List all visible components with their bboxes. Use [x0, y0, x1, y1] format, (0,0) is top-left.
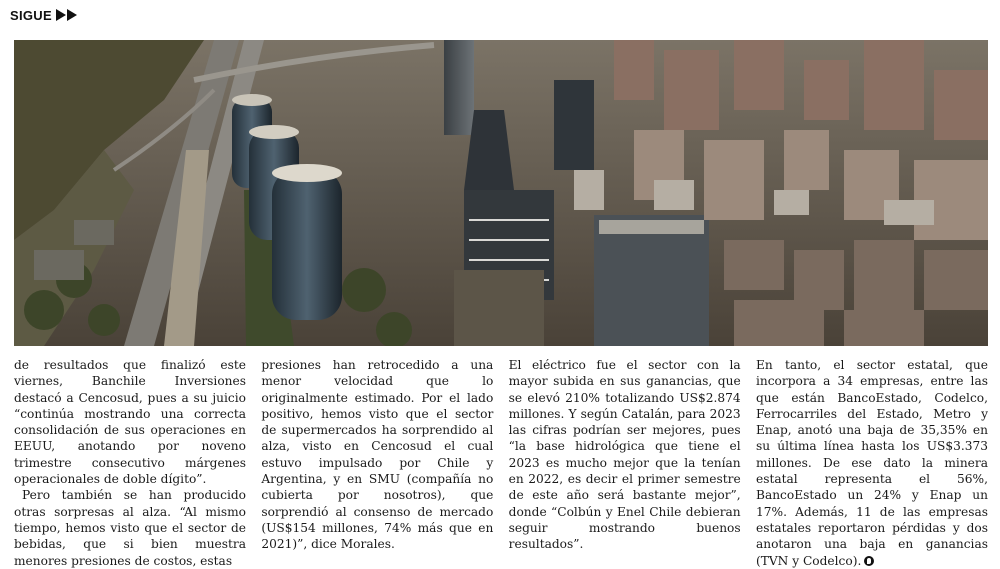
end-of-article-icon — [864, 556, 874, 566]
paragraph: El eléctrico fue el sector con la mayor subida en sus ganancias, que se elevó 210% totalizando US$2.874 millones. Y según Catalán, para 2023 las cifras podrían ser mejores, pues “la base hidrológica que tiene el 2023 es mucho mejor que la tenían en 2022, es decir el primer semestre de este año será bastante mejor”, donde “Colbún y Enel Chile debieran seguir mostrando buenos resultados”. — [508, 358, 741, 552]
double-right-triangle-icon — [56, 9, 78, 21]
article-body — [14, 357, 988, 568]
paragraph: presiones han retrocedido a una menor velocidad que lo originalmente estimado. Por el lado positivo, hemos visto que el sector de supermercados ha sorprendido al alza, visto en Cencosud el cual estuvo impulsado por Chile y Argentina, y en SMU (compañía no cubierta por nosotros), que sorprendió al consenso de mercado (US$154 millones, 74% más que en 2021)”, dice Morales. — [261, 358, 494, 552]
paragraph: de resultados que finalizó este viernes, Banchile Inversiones destacó a Cencosud, pues a su juicio “continúa mostrando una correcta consolidación de sus operaciones en EEUU, anotando por noveno trimestre consecutivo márgenes operacionales de doble dígito”. — [14, 358, 246, 487]
paragraph: Pero también se han producido otras sorpresas al alza. “Al mismo tiempo, hemos visto que el sector de bebidas, que si bien muestra menores presiones de costos, estas — [14, 488, 246, 568]
section-label: SIGUE — [10, 7, 52, 23]
article-column-1 — [14, 357, 246, 568]
aerial-city-photo — [14, 40, 988, 346]
article-column-2 — [261, 357, 494, 552]
section-header — [10, 6, 78, 24]
article-column-3 — [508, 357, 741, 552]
paragraph-with-end — [756, 357, 988, 569]
paragraph: En tanto, el sector estatal, que incorpora a 34 empresas, entre las que están BancoEstado, Codelco, Ferrocarriles del Estado, Metro y Enap, anotó una baja de 35,35% en su última línea hasta los US$3.373 millones. De ese dato la minera estatal representa el 56%, BancoEstado un 24% y Enap un 17%. Además, 11 de las empresas estatales reportaron pérdidas y dos anotaron una baja en ganancias (TVN y Codelco). — [755, 358, 988, 568]
article-column-4 — [755, 357, 988, 568]
